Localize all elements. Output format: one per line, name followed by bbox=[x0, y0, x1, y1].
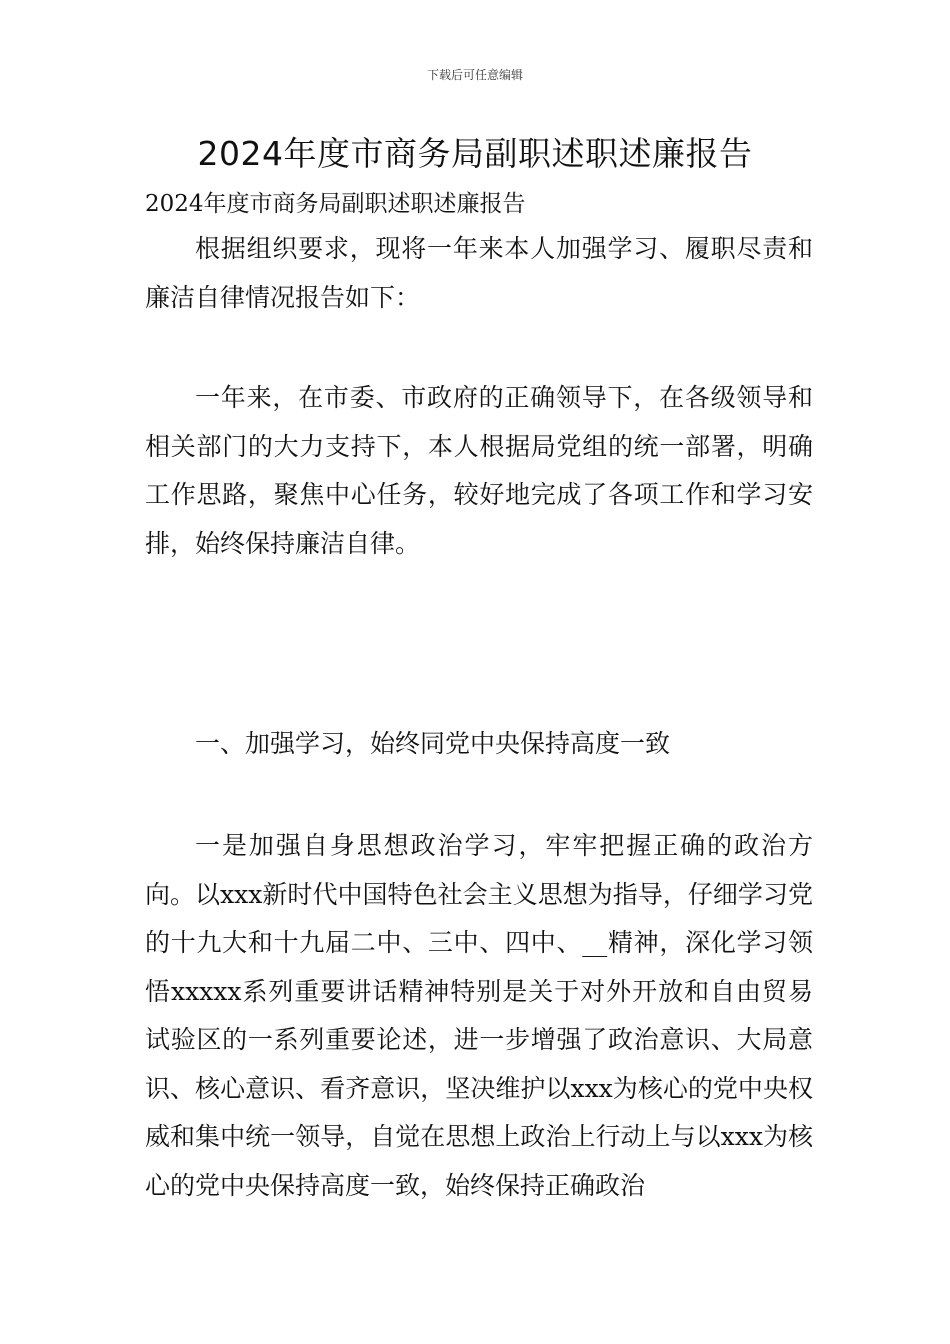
document-subtitle: 2024年度市商务局副职述职述廉报告 bbox=[145, 191, 526, 217]
intro-paragraph: 根据组织要求，现将一年来本人加强学习、履职尽责和廉洁自律情况报告如下： bbox=[145, 234, 813, 312]
section-heading: 一、加强学习，始终同党中央保持高度一致 bbox=[195, 729, 671, 758]
section-paragraph: 一是加强自身思想政治学习，牢牢把握正确的政治方向。以xxx新时代中国特色社会主义思想为指导，仔细学习党的十九大和十九届二中、三中、四中、__精神，深化学习领悟xxxxx系列重要讲话精神特别是关于对外开放和自由贸易试验区的一系列重要论述，进一步增强了政治意识、大局意识、核心意识、看齐意识，坚决维护以xxx为核心的党中央权威和集中统一领导，自觉在思想上政治上行动上与以xxx为核心的党中央保持高度一致，始终保持正确政治 bbox=[145, 831, 813, 1200]
document-title: 2024年度市商务局副职述职述廉报告 bbox=[197, 134, 753, 173]
summary-paragraph: 一年来，在市委、市政府的正确领导下，在各级领导和相关部门的大力支持下，本人根据局党组的统一部署，明确工作思路，聚焦中心任务，较好地完成了各项工作和学习安排，始终保持廉洁自律。 bbox=[145, 383, 813, 558]
header-note: 下载后可任意编辑 bbox=[426, 68, 523, 82]
